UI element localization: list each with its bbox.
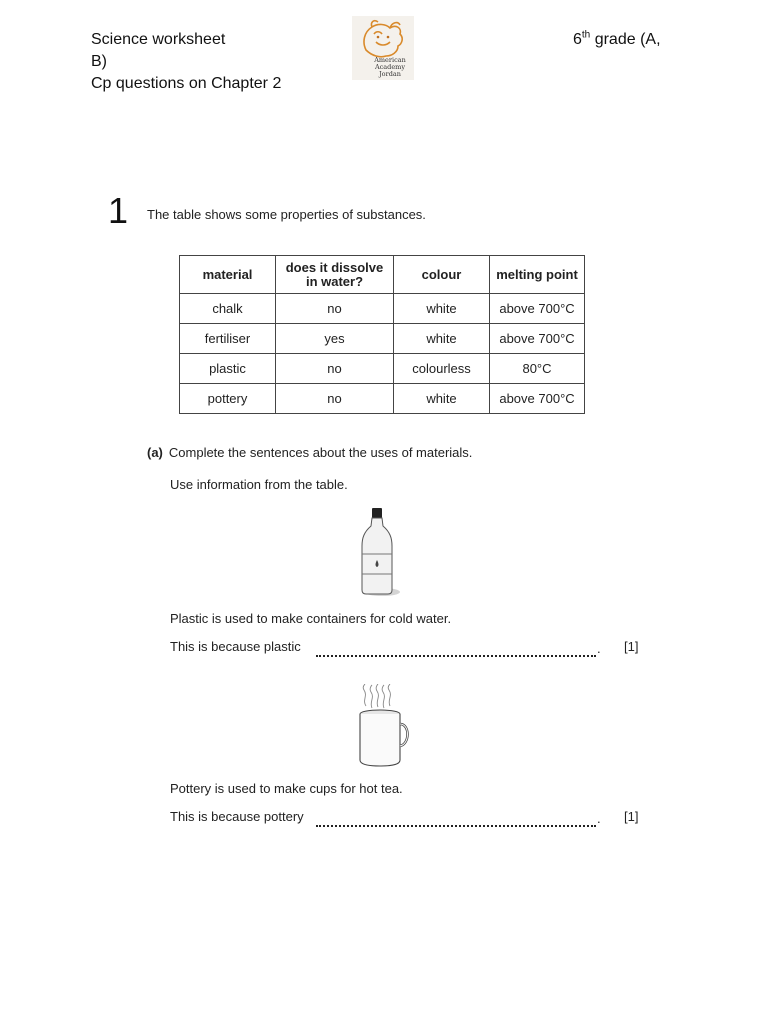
cell-melting-point: above 700°C <box>490 324 585 354</box>
plastic-answer-line[interactable] <box>316 655 596 657</box>
cell-dissolve: no <box>276 354 394 384</box>
table-row <box>180 294 585 324</box>
grade-suffix: grade (A, <box>590 31 661 48</box>
part-a-label: (a) <box>147 445 163 460</box>
pottery-answer-line[interactable] <box>316 825 596 827</box>
properties-table <box>179 255 585 414</box>
worksheet-subtitle: Cp questions on Chapter 2 <box>91 75 282 92</box>
header-material: material <box>180 256 276 294</box>
cell-colour: white <box>394 384 490 414</box>
grade-label <box>573 29 661 51</box>
pottery-because-prompt: This is because pottery <box>170 809 304 824</box>
pottery-answer-end: . <box>597 811 601 826</box>
plastic-answer-end: . <box>597 641 601 656</box>
pottery-use-statement: Pottery is used to make cups for hot tea. <box>170 781 403 796</box>
cell-dissolve: yes <box>276 324 394 354</box>
cell-material: chalk <box>180 294 276 324</box>
cell-material: pottery <box>180 384 276 414</box>
table-header-row <box>180 256 585 294</box>
cell-melting-point: above 700°C <box>490 384 585 414</box>
question-number: 1 <box>108 190 129 231</box>
cell-dissolve: no <box>276 294 394 324</box>
hot-mug-illustration <box>352 684 410 768</box>
cell-colour: white <box>394 294 490 324</box>
logo-text-2: Academy <box>374 63 406 71</box>
logo-text-3: Jordan <box>379 70 401 78</box>
table-row <box>180 384 585 414</box>
cell-melting-point: above 700°C <box>490 294 585 324</box>
grade-number: 6 <box>573 31 582 48</box>
question-intro: The table shows some properties of substances. <box>147 207 426 222</box>
cell-dissolve: no <box>276 384 394 414</box>
cell-colour: white <box>394 324 490 354</box>
header-melting-point: melting point <box>490 256 585 294</box>
use-information-note: Use information from the table. <box>170 477 348 492</box>
worksheet-title-continuation: B) <box>91 53 107 70</box>
part-a-instruction: (a) Complete the sentences about the uses of materials. <box>147 445 473 460</box>
worksheet-title: Science worksheet <box>91 31 226 48</box>
school-logo <box>352 16 414 80</box>
plastic-because-prompt: This is because plastic <box>170 639 301 654</box>
water-bottle-illustration <box>358 508 402 598</box>
plastic-use-statement: Plastic is used to make containers for cold water. <box>170 611 452 626</box>
header-colour: colour <box>394 256 490 294</box>
logo-text-1: American <box>374 56 406 64</box>
cell-colour: colourless <box>394 354 490 384</box>
table-row <box>180 324 585 354</box>
cell-melting-point: 80°C <box>490 354 585 384</box>
grade-superscript: th <box>581 29 591 41</box>
cell-material: plastic <box>180 354 276 384</box>
plastic-mark: [1] <box>624 639 639 654</box>
table-row <box>180 354 585 384</box>
pottery-mark: [1] <box>624 809 639 824</box>
cell-material: fertiliser <box>180 324 276 354</box>
header-dissolve: does it dissolve in water? <box>276 256 394 294</box>
